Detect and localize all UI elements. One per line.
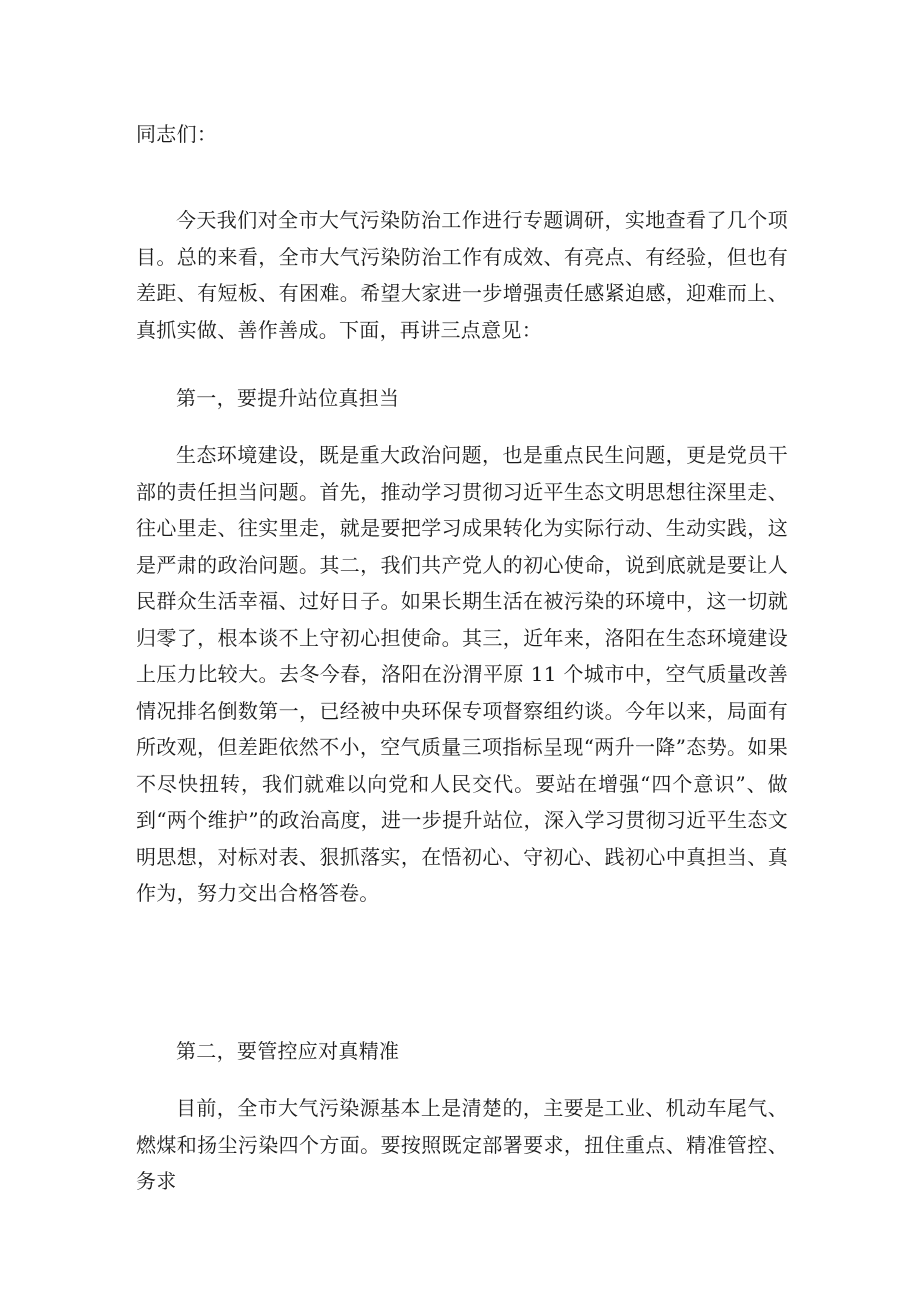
- intro-paragraph: 今天我们对全市大气污染防治工作进行专题调研，实地查看了几个项目。总的来看，全市大气污染防治工作有成效、有亮点、有经验，但也有差距、有短板、有困难。希望大家进一步增强责任感紧迫感，迎难而上、真抓实做、善作善成。下面，再讲三点意见：: [136, 208, 788, 342]
- section-2-heading: 第二，要管控应对真精准: [176, 1039, 400, 1063]
- section-2-paragraph: 目前，全市大气污染源基本上是清楚的，主要是工业、机动车尾气、燃煤和扬尘污染四个方面。要按照既定部署要求，扭住重点、精准管控、务求: [136, 1096, 788, 1193]
- salutation: 同志们：: [136, 122, 218, 146]
- section-1-heading: 第一，要提升站位真担当: [176, 386, 400, 410]
- section-1-paragraph: 生态环境建设，既是重大政治问题，也是重点民生问题，更是党员干部的责任担当问题。首先，推动学习贯彻习近平生态文明思想往深里走、往心里走、往实里走，就是要把学习成果转化为实际行动、生动实践，这是严肃的政治问题。其二，我们共产党人的初心使命，说到底就是要让人民群众生活幸福、过好日子。如果长期生活在被污染的环境中，这一切就归零了，根本谈不上守初心担使命。其三，近年来，洛阳在生态环境建设上压力比较大。去冬今春，洛阳在汾渭平原 11 个城市中，空气质量改善情况排名倒数第一，已经被中央环保专项督察组约谈。今年以来，局面有所改观，但差距依然不小，空气质量三项指标呈现“两升一降”态势。如果不尽快扭转，我们就难以向党和人民交代。要站在增强“四个意识”、做到“两个维护”的政治高度，进一步提升站位，深入学习贯彻习近平生态文明思想，对标对表、狠抓落实，在悟初心、守初心、践初心中真担当、真作为，努力交出合格答卷。: [136, 443, 788, 905]
